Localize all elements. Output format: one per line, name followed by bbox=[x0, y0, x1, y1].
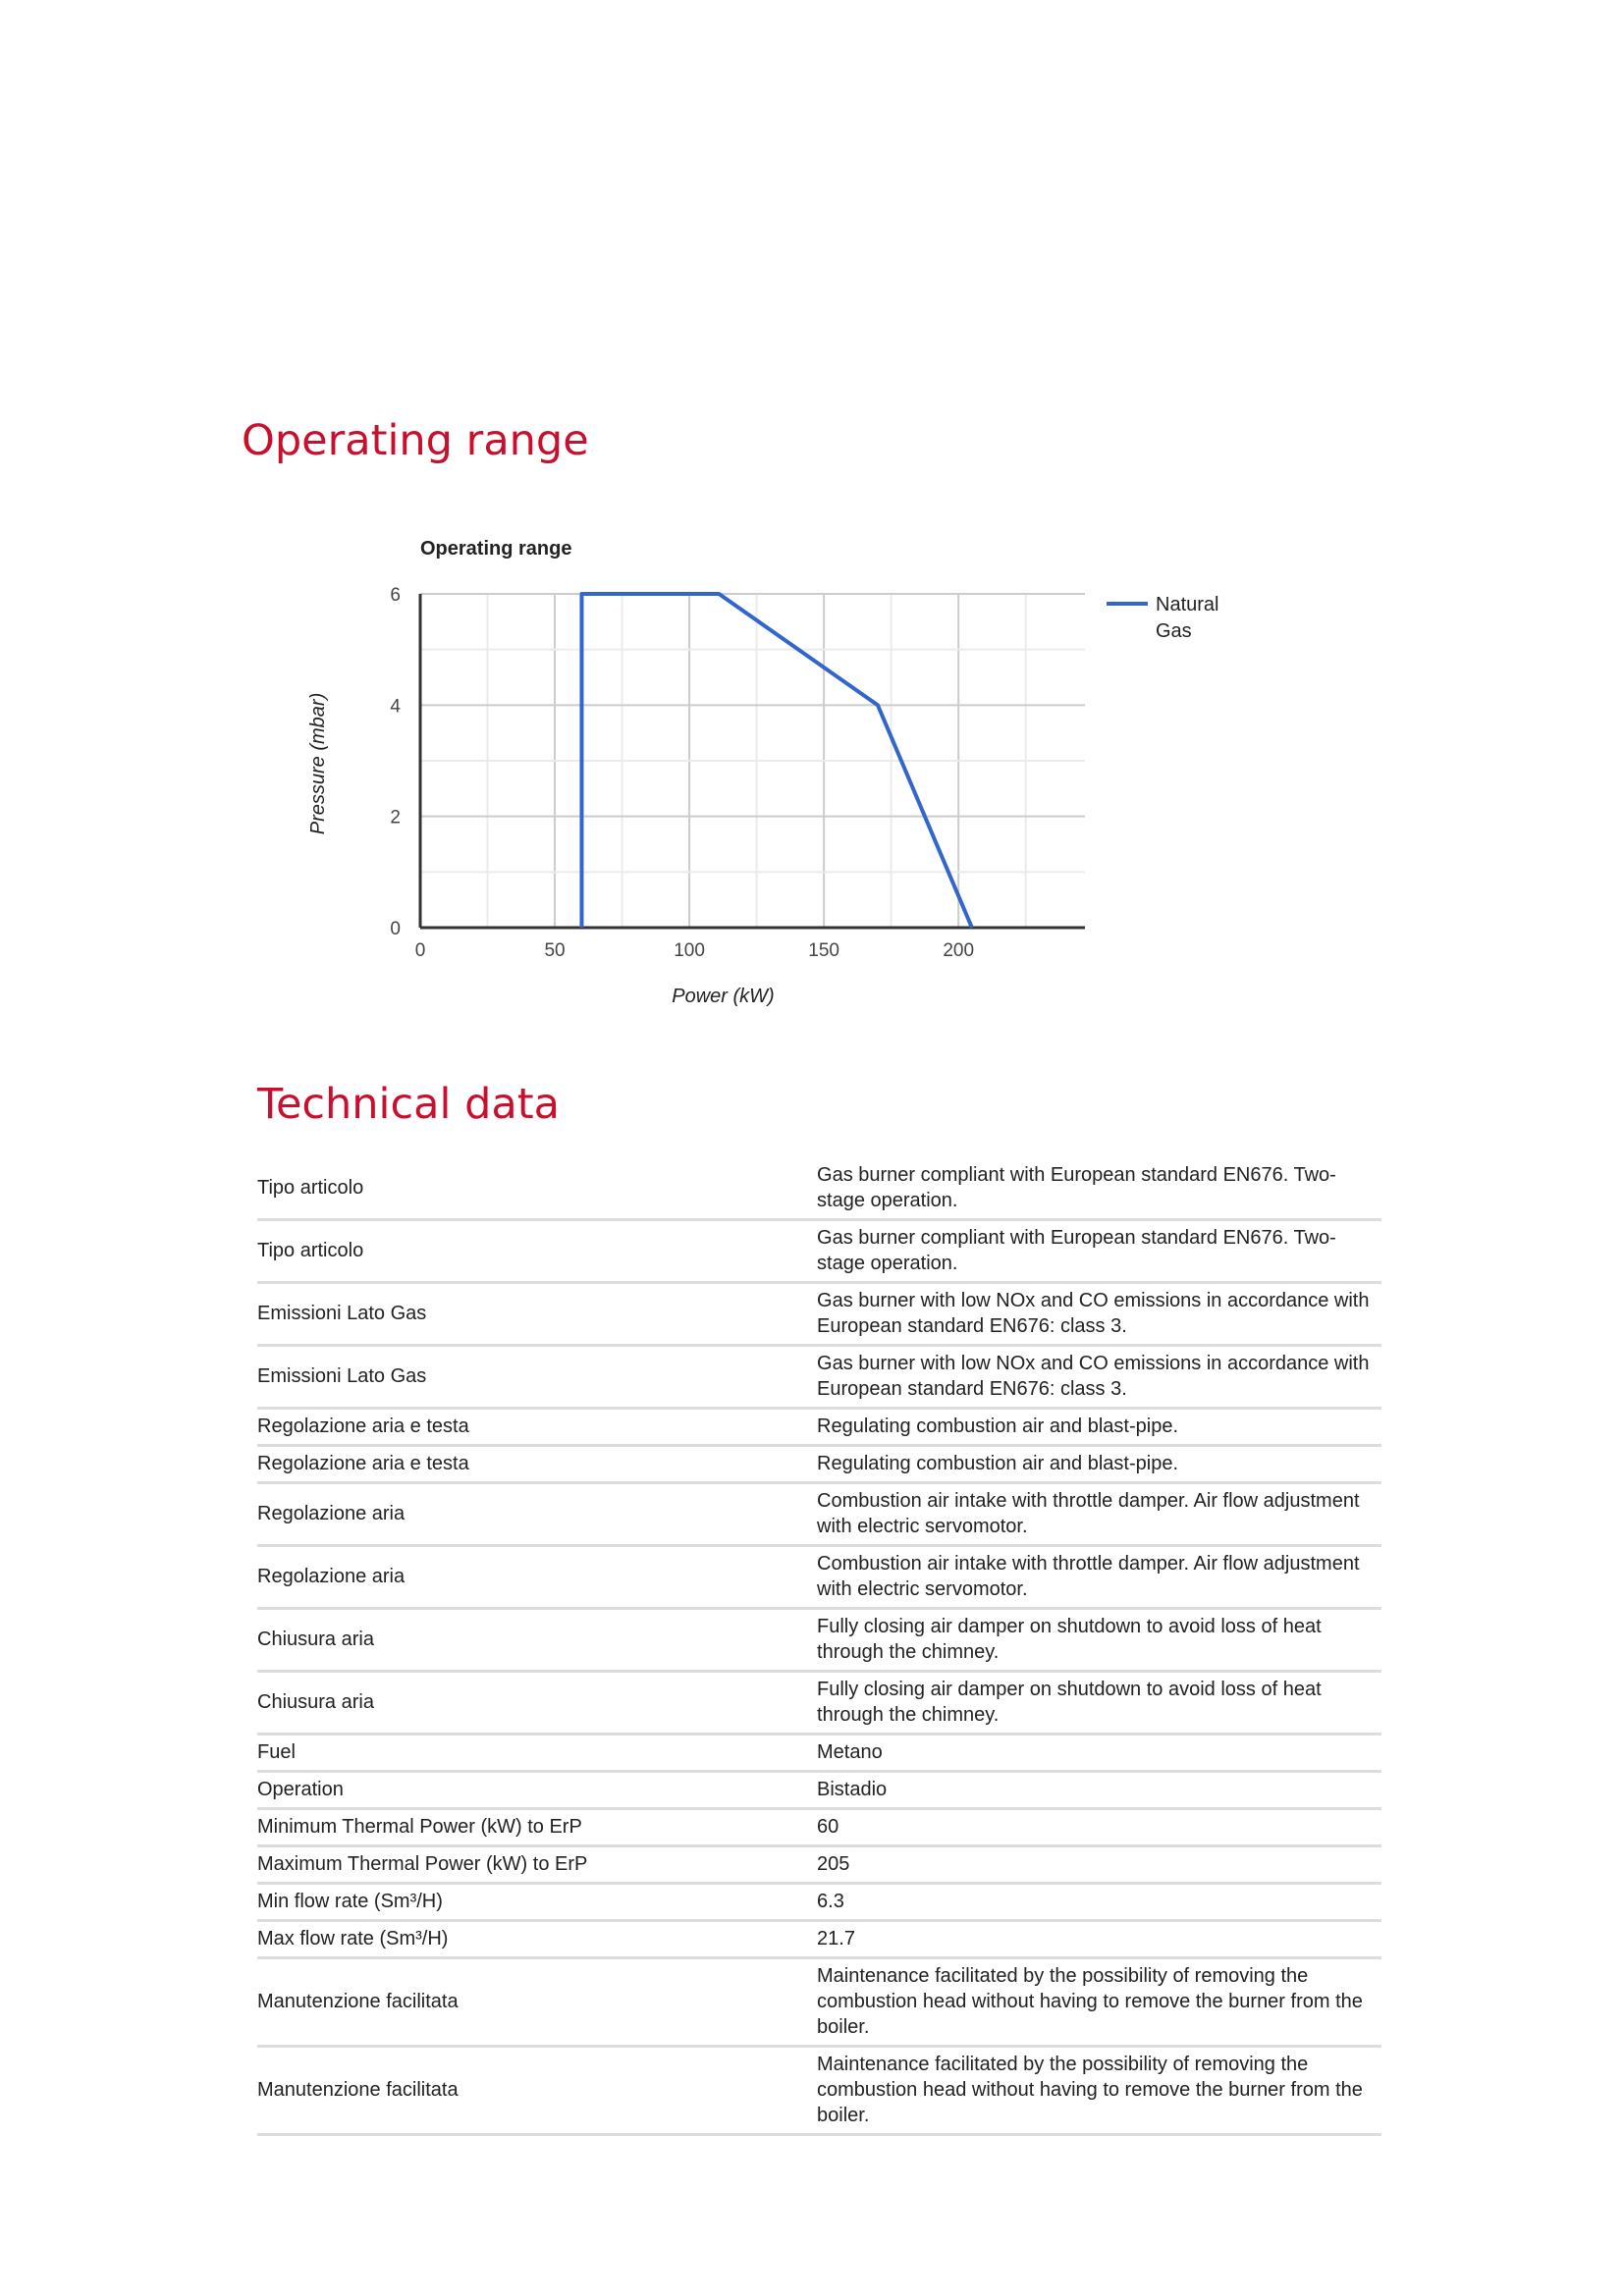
row-value: Maintenance facilitated by the possibility of removing the combustion head without having to remove the burner from the boiler. bbox=[817, 2047, 1381, 2135]
x-tick-label: 100 bbox=[674, 940, 705, 961]
row-label: Manutenzione facilitata bbox=[257, 2047, 817, 2135]
table-row bbox=[257, 1158, 1381, 1220]
row-value: Gas burner with low NOx and CO emissions in accordance with European standard EN676: class 3. bbox=[817, 1346, 1381, 1409]
row-value: Fully closing air damper on shutdown to avoid loss of heat through the chimney. bbox=[817, 1609, 1381, 1672]
operating-range-chart bbox=[285, 525, 1247, 1036]
x-tick-label: 150 bbox=[808, 940, 839, 961]
y-axis-label: Pressure (mbar) bbox=[307, 692, 329, 835]
row-label: Regolazione aria bbox=[257, 1546, 817, 1609]
row-value: Metano bbox=[817, 1735, 1381, 1772]
table-row bbox=[257, 1283, 1381, 1346]
row-value: Combustion air intake with throttle damper. Air flow adjustment with electric servomotor. bbox=[817, 1546, 1381, 1609]
y-tick-label: 4 bbox=[390, 696, 401, 718]
row-label: Manutenzione facilitata bbox=[257, 1958, 817, 2047]
legend-label: Natural bbox=[1156, 594, 1219, 615]
row-label: Tipo articolo bbox=[257, 1220, 817, 1283]
row-label: Operation bbox=[257, 1772, 817, 1809]
x-tick-label: 200 bbox=[943, 940, 975, 961]
row-value: 205 bbox=[817, 1846, 1381, 1884]
row-value: Gas burner compliant with European standard EN676. Two-stage operation. bbox=[817, 1220, 1381, 1283]
y-tick-label: 6 bbox=[390, 585, 401, 606]
table-row bbox=[257, 1672, 1381, 1735]
y-tick-label: 0 bbox=[390, 919, 401, 939]
row-label: Tipo articolo bbox=[257, 1158, 817, 1220]
row-label: Fuel bbox=[257, 1735, 817, 1772]
row-value: Gas burner compliant with European standard EN676. Two-stage operation. bbox=[817, 1158, 1381, 1220]
row-label: Regolazione aria bbox=[257, 1483, 817, 1546]
table-row bbox=[257, 1546, 1381, 1609]
y-tick-label: 2 bbox=[390, 807, 401, 828]
row-value: 60 bbox=[817, 1809, 1381, 1846]
row-label: Minimum Thermal Power (kW) to ErP bbox=[257, 1809, 817, 1846]
row-label: Emissioni Lato Gas bbox=[257, 1283, 817, 1346]
chart-title: Operating range bbox=[420, 538, 572, 560]
row-value: 6.3 bbox=[817, 1884, 1381, 1921]
technical-data-table bbox=[257, 1158, 1381, 2136]
row-label: Emissioni Lato Gas bbox=[257, 1346, 817, 1409]
table-row bbox=[257, 1446, 1381, 1483]
table-row bbox=[257, 1846, 1381, 1884]
table-row bbox=[257, 1346, 1381, 1409]
x-tick-label: 50 bbox=[544, 940, 566, 961]
x-axis-label: Power (kW) bbox=[672, 986, 775, 1007]
row-value: 21.7 bbox=[817, 1921, 1381, 1958]
technical-data-body bbox=[257, 1158, 1381, 2135]
row-label: Chiusura aria bbox=[257, 1672, 817, 1735]
x-tick-label: 0 bbox=[414, 940, 426, 961]
row-label: Regolazione aria e testa bbox=[257, 1409, 817, 1446]
row-label: Maximum Thermal Power (kW) to ErP bbox=[257, 1846, 817, 1884]
technical-data-heading: Technical data bbox=[257, 1080, 560, 1129]
row-label: Min flow rate (Sm³/H) bbox=[257, 1884, 817, 1921]
table-row bbox=[257, 1809, 1381, 1846]
table-row bbox=[257, 1772, 1381, 1809]
table-row bbox=[257, 1921, 1381, 1958]
row-value: Regulating combustion air and blast-pipe. bbox=[817, 1446, 1381, 1483]
table-row bbox=[257, 1220, 1381, 1283]
row-label: Max flow rate (Sm³/H) bbox=[257, 1921, 817, 1958]
row-label: Chiusura aria bbox=[257, 1609, 817, 1672]
row-value: Fully closing air damper on shutdown to avoid loss of heat through the chimney. bbox=[817, 1672, 1381, 1735]
table-row bbox=[257, 2047, 1381, 2135]
row-value: Combustion air intake with throttle damper. Air flow adjustment with electric servomotor. bbox=[817, 1483, 1381, 1546]
operating-range-heading: Operating range bbox=[242, 416, 589, 465]
table-row bbox=[257, 1483, 1381, 1546]
row-value: Maintenance facilitated by the possibility of removing the combustion head without having to remove the burner from the boiler. bbox=[817, 1958, 1381, 2047]
row-value: Regulating combustion air and blast-pipe. bbox=[817, 1409, 1381, 1446]
table-row bbox=[257, 1409, 1381, 1446]
table-row bbox=[257, 1609, 1381, 1672]
row-label: Regolazione aria e testa bbox=[257, 1446, 817, 1483]
row-value: Gas burner with low NOx and CO emissions in accordance with European standard EN676: class 3. bbox=[817, 1283, 1381, 1346]
legend-label: Gas bbox=[1156, 620, 1192, 642]
row-value: Bistadio bbox=[817, 1772, 1381, 1809]
table-row bbox=[257, 1958, 1381, 2047]
table-row bbox=[257, 1884, 1381, 1921]
table-row bbox=[257, 1735, 1381, 1772]
